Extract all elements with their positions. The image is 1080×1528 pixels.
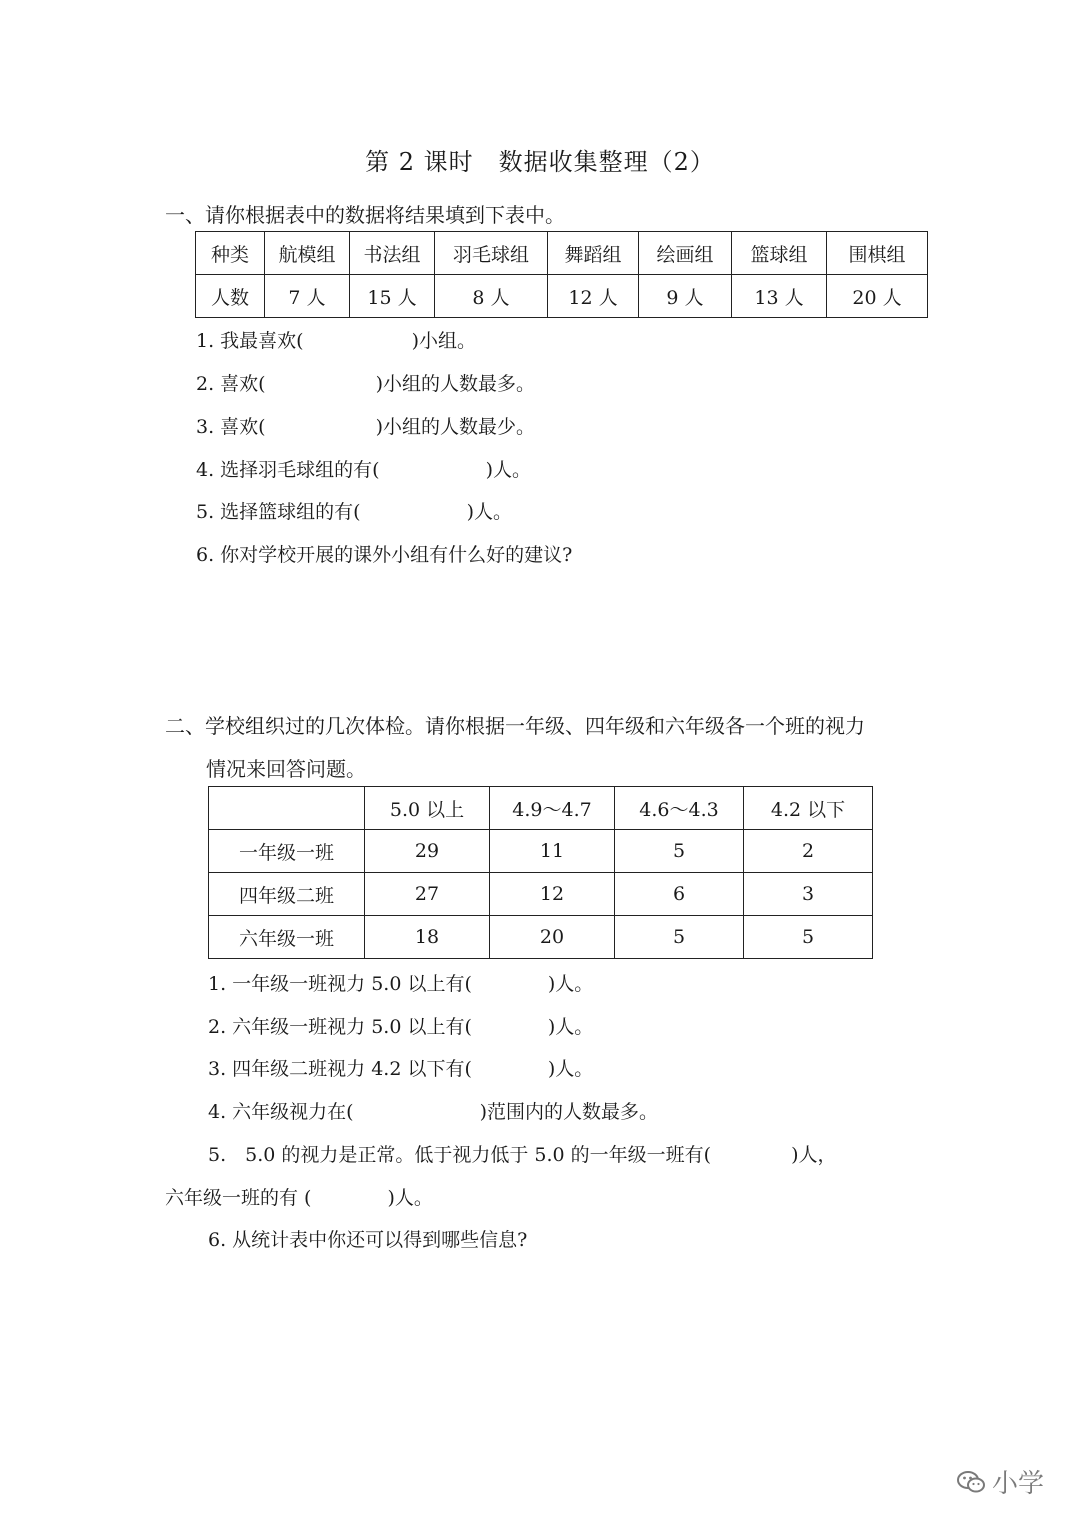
question-text: 六年级一班的有 ( — [165, 1187, 312, 1209]
question-1-1 — [196, 326, 476, 353]
question-text: 2. 六年级一班视力 5.0 以上有( — [208, 1016, 472, 1038]
question-2-4 — [208, 1097, 658, 1124]
table-row — [209, 830, 873, 873]
question-text: )人， — [791, 1144, 837, 1166]
question-text: )小组。 — [411, 330, 477, 352]
table-cell: 书法组 — [350, 232, 435, 275]
table-cell: 4.2 以下 — [744, 787, 873, 830]
section1-heading: 一、请你根据表中的数据将结果填到下表中。 — [165, 203, 565, 227]
table-cell: 9 人 — [639, 275, 732, 318]
table-cell: 种类 — [196, 232, 265, 275]
table-cell: 四年级二班 — [209, 873, 365, 916]
question-text: )人。 — [547, 1058, 594, 1080]
table-cell: 5 — [615, 916, 744, 959]
table-cell: 舞蹈组 — [548, 232, 639, 275]
question-text: )小组的人数最多。 — [375, 373, 536, 395]
question-text: )人。 — [387, 1187, 433, 1209]
table-cell: 2 — [744, 830, 873, 873]
table-cell: 8 人 — [435, 275, 548, 318]
question-text: )人。 — [547, 1016, 594, 1038]
table-row — [196, 275, 928, 318]
table-cell: 29 — [365, 830, 490, 873]
watermark — [956, 1463, 1044, 1500]
question-text: 2. 喜欢( — [196, 373, 266, 395]
question-1-6: 6. 你对学校开展的课外小组有什么好的建议? — [196, 544, 573, 566]
table-cell: 航模组 — [265, 232, 350, 275]
question-text: 5. 选择篮球组的有( — [196, 501, 361, 523]
question-1-3 — [196, 412, 535, 439]
table-cell: 12 人 — [548, 275, 639, 318]
table-cell: 人数 — [196, 275, 265, 318]
table-cell: 4.6～4.3 — [615, 787, 744, 830]
question-2-5 — [208, 1140, 837, 1167]
question-text: 3. 喜欢( — [196, 416, 266, 438]
question-text: 5. 5.0 的视力是正常。低于视力低于 5.0 的一年级一班有( — [208, 1144, 712, 1166]
table-row — [209, 873, 873, 916]
table-cell: 27 — [365, 873, 490, 916]
question-text: )人。 — [547, 973, 594, 995]
table-cell: 15 人 — [350, 275, 435, 318]
table-cell: 绘画组 — [639, 232, 732, 275]
table-cell: 20 — [490, 916, 615, 959]
question-text: 1. 一年级一班视力 5.0 以上有( — [208, 973, 472, 995]
table-cell: 羽毛球组 — [435, 232, 548, 275]
table-cell: 13 人 — [732, 275, 827, 318]
question-text: )小组的人数最少。 — [375, 416, 536, 438]
question-1-4 — [196, 455, 531, 482]
eyesight-table — [208, 786, 873, 959]
question-text: 4. 选择羽毛球组的有( — [196, 459, 380, 481]
table-cell: 围棋组 — [827, 232, 928, 275]
question-2-2 — [208, 1012, 593, 1039]
section2-heading-cont: 情况来回答问题。 — [206, 757, 366, 781]
watermark-text: 小学 — [991, 1469, 1044, 1499]
table-header-row — [209, 787, 873, 830]
page-title: 第 2 课时 数据收集整理（2） — [365, 148, 715, 176]
table-cell: 5 — [615, 830, 744, 873]
question-text: )范围内的人数最多。 — [479, 1101, 659, 1123]
question-text: 1. 我最喜欢( — [196, 330, 304, 352]
question-1-2 — [196, 369, 535, 396]
table-cell: 3 — [744, 873, 873, 916]
table-cell: 6 — [615, 873, 744, 916]
table-cell: 12 — [490, 873, 615, 916]
table-cell: 篮球组 — [732, 232, 827, 275]
question-text: )人。 — [466, 501, 513, 523]
table-cell: 11 — [490, 830, 615, 873]
question-2-5-cont — [165, 1183, 433, 1210]
table-cell: 5 — [744, 916, 873, 959]
table-cell: 5.0 以上 — [365, 787, 490, 830]
section2-heading: 二、学校组织过的几次体检。请你根据一年级、四年级和六年级各一个班的视力 — [165, 714, 865, 738]
table-cell — [209, 787, 365, 830]
group-count-table — [195, 231, 928, 318]
table-cell: 4.9～4.7 — [490, 787, 615, 830]
table-cell: 六年级一班 — [209, 916, 365, 959]
question-1-5 — [196, 497, 512, 524]
question-text: )人。 — [485, 459, 532, 481]
question-2-3 — [208, 1054, 593, 1081]
question-text: 3. 四年级二班视力 4.2 以下有( — [208, 1058, 472, 1080]
table-header-row — [196, 232, 928, 275]
question-2-6: 6. 从统计表中你还可以得到哪些信息? — [208, 1229, 528, 1251]
table-row — [209, 916, 873, 959]
table-cell: 18 — [365, 916, 490, 959]
question-text: 4. 六年级视力在( — [208, 1101, 354, 1123]
question-2-1 — [208, 969, 593, 996]
table-cell: 7 人 — [265, 275, 350, 318]
wechat-icon — [956, 1469, 986, 1495]
table-cell: 一年级一班 — [209, 830, 365, 873]
table-cell: 20 人 — [827, 275, 928, 318]
